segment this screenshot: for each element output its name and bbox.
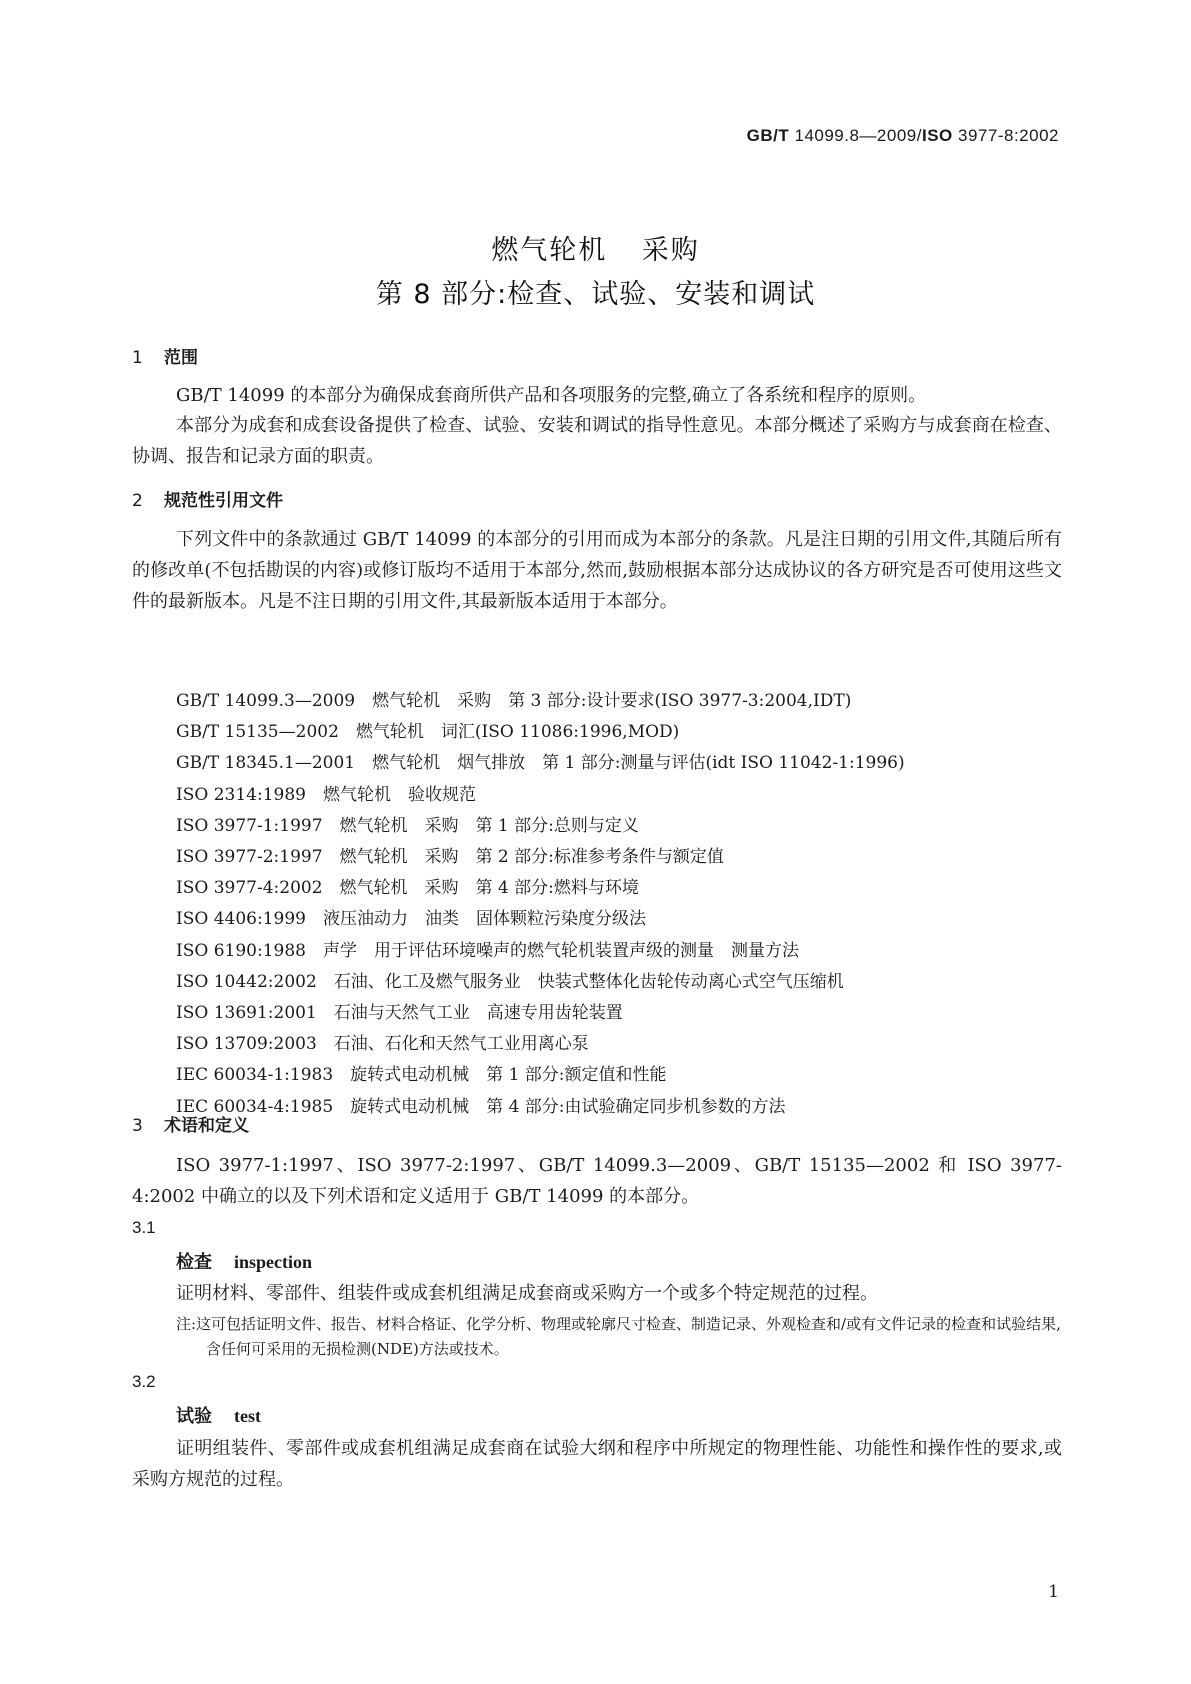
term-en: test <box>234 1406 261 1426</box>
section-1-heading <box>132 343 198 368</box>
header-number: 14099.8—2009/ <box>794 126 922 145</box>
document-subtitle: 第 8 部分:检查、试验、安装和调试 <box>375 279 816 310</box>
scope-paragraph-2: 本部分为成套和成套设备提供了检查、试验、安装和调试的指导性意见。本部分概述了采购方与成套商在检查、协调、报告和记录方面的职责。 <box>132 415 1062 467</box>
clause-number-3-1: 3.1 <box>132 1218 156 1237</box>
section-title: 范围 <box>164 348 198 368</box>
document-title: 燃气轮机 采购 <box>491 235 700 266</box>
page-number: 1 <box>1048 1582 1059 1602</box>
note-text: 注:这可包括证明文件、报告、材料合格证、化学分析、物理或轮廓尺寸检查、制造记录、外观检查和/或有文件记录的检查和试验结果,含任何可采用的无损检测(NDE)方法或技术。 <box>176 1315 1061 1358</box>
header-gbt: GB/T <box>746 126 790 145</box>
reference-item: IEC 60034-4:1985 旋转式电动机械 第 4 部分:由试验确定同步机参数的方法 <box>176 1096 786 1117</box>
term-en: inspection <box>234 1252 313 1272</box>
reference-item: ISO 4406:1999 液压油动力 油类 固体颗粒污染度分级法 <box>176 909 646 930</box>
normative-references-paragraph: 下列文件中的条款通过 GB/T 14099 的本部分的引用而成为本部分的条款。凡是注日期的引用文件,其随后所有的修改单(不包括勘误的内容)或修订版均不适用于本部分,然而,鼓励根据本部分达成协议的各方研究是否可使用这些文件的最新版本。凡是不注日期的引用文件,其最新版本适用于本部分。 <box>132 529 1062 612</box>
section-number: 1 <box>132 348 143 368</box>
reference-item: IEC 60034-1:1983 旋转式电动机械 第 1 部分:额定值和性能 <box>176 1065 667 1086</box>
standard-number-header <box>747 126 1059 146</box>
section-title: 规范性引用文件 <box>164 491 283 511</box>
section-number: 3 <box>132 1116 143 1136</box>
header-iso-number: 3977-8:2002 <box>958 126 1059 145</box>
clause-number-3-2: 3.2 <box>132 1372 156 1391</box>
reference-item: ISO 3977-4:2002 燃气轮机 采购 第 4 部分:燃料与环境 <box>176 878 639 899</box>
reference-item: GB/T 14099.3—2009 燃气轮机 采购 第 3 部分:设计要求(ISO 3977-3:2004,IDT) <box>176 691 852 711</box>
section-3-heading <box>132 1111 249 1136</box>
note-inspection <box>176 1312 1062 1362</box>
term-zh: 试验 <box>176 1406 212 1427</box>
reference-list <box>176 686 905 1123</box>
reference-item: GB/T 15135—2002 燃气轮机 词汇(ISO 11086:1996,MOD) <box>176 722 680 743</box>
definition-test: 证明组装件、零部件或成套机组满足成套商在试验大纲和程序中所规定的物理性能、功能性和操作性的要求,或采购方规范的过程。 <box>132 1438 1062 1490</box>
section-2-heading <box>132 486 283 511</box>
reference-item: ISO 2314:1989 燃气轮机 验收规范 <box>176 784 476 805</box>
definition-inspection: 证明材料、零部件、组装件或成套机组满足成套商或采购方一个或多个特定规范的过程。 <box>176 1283 878 1304</box>
term-zh: 检查 <box>176 1252 212 1273</box>
reference-item: ISO 13709:2003 石油、石化和天然气工业用离心泵 <box>176 1034 589 1055</box>
reference-item: ISO 6190:1988 声学 用于评估环境噪声的燃气轮机装置声级的测量 测量方法 <box>176 940 799 961</box>
header-iso: ISO <box>921 126 953 145</box>
section-title: 术语和定义 <box>164 1116 249 1136</box>
reference-item: ISO 10442:2002 石油、化工及燃气服务业 快装式整体化齿轮传动离心式空气压缩机 <box>176 971 844 992</box>
reference-item: ISO 3977-2:1997 燃气轮机 采购 第 2 部分:标准参考条件与额定值 <box>176 847 724 868</box>
term-test <box>176 1402 261 1428</box>
scope-paragraph-1: GB/T 14099 的本部分为确保成套商所供产品和各项服务的完整,确立了各系统和程序的原则。 <box>176 385 927 406</box>
reference-item: ISO 13691:2001 石油与天然气工业 高速专用齿轮装置 <box>176 1003 623 1024</box>
reference-item: GB/T 18345.1—2001 燃气轮机 烟气排放 第 1 部分:测量与评估(idt ISO 11042-1:1996) <box>176 753 905 774</box>
term-inspection <box>176 1248 312 1274</box>
section-number: 2 <box>132 491 143 511</box>
terms-paragraph: ISO 3977-1:1997、ISO 3977-2:1997、GB/T 14099.3—2009、GB/T 15135—2002 和 ISO 3977-4:2002 中确立的以及下列术语和定义适用于 GB/T 14099 的本部分。 <box>132 1155 1062 1207</box>
reference-item: ISO 3977-1:1997 燃气轮机 采购 第 1 部分:总则与定义 <box>176 815 639 836</box>
